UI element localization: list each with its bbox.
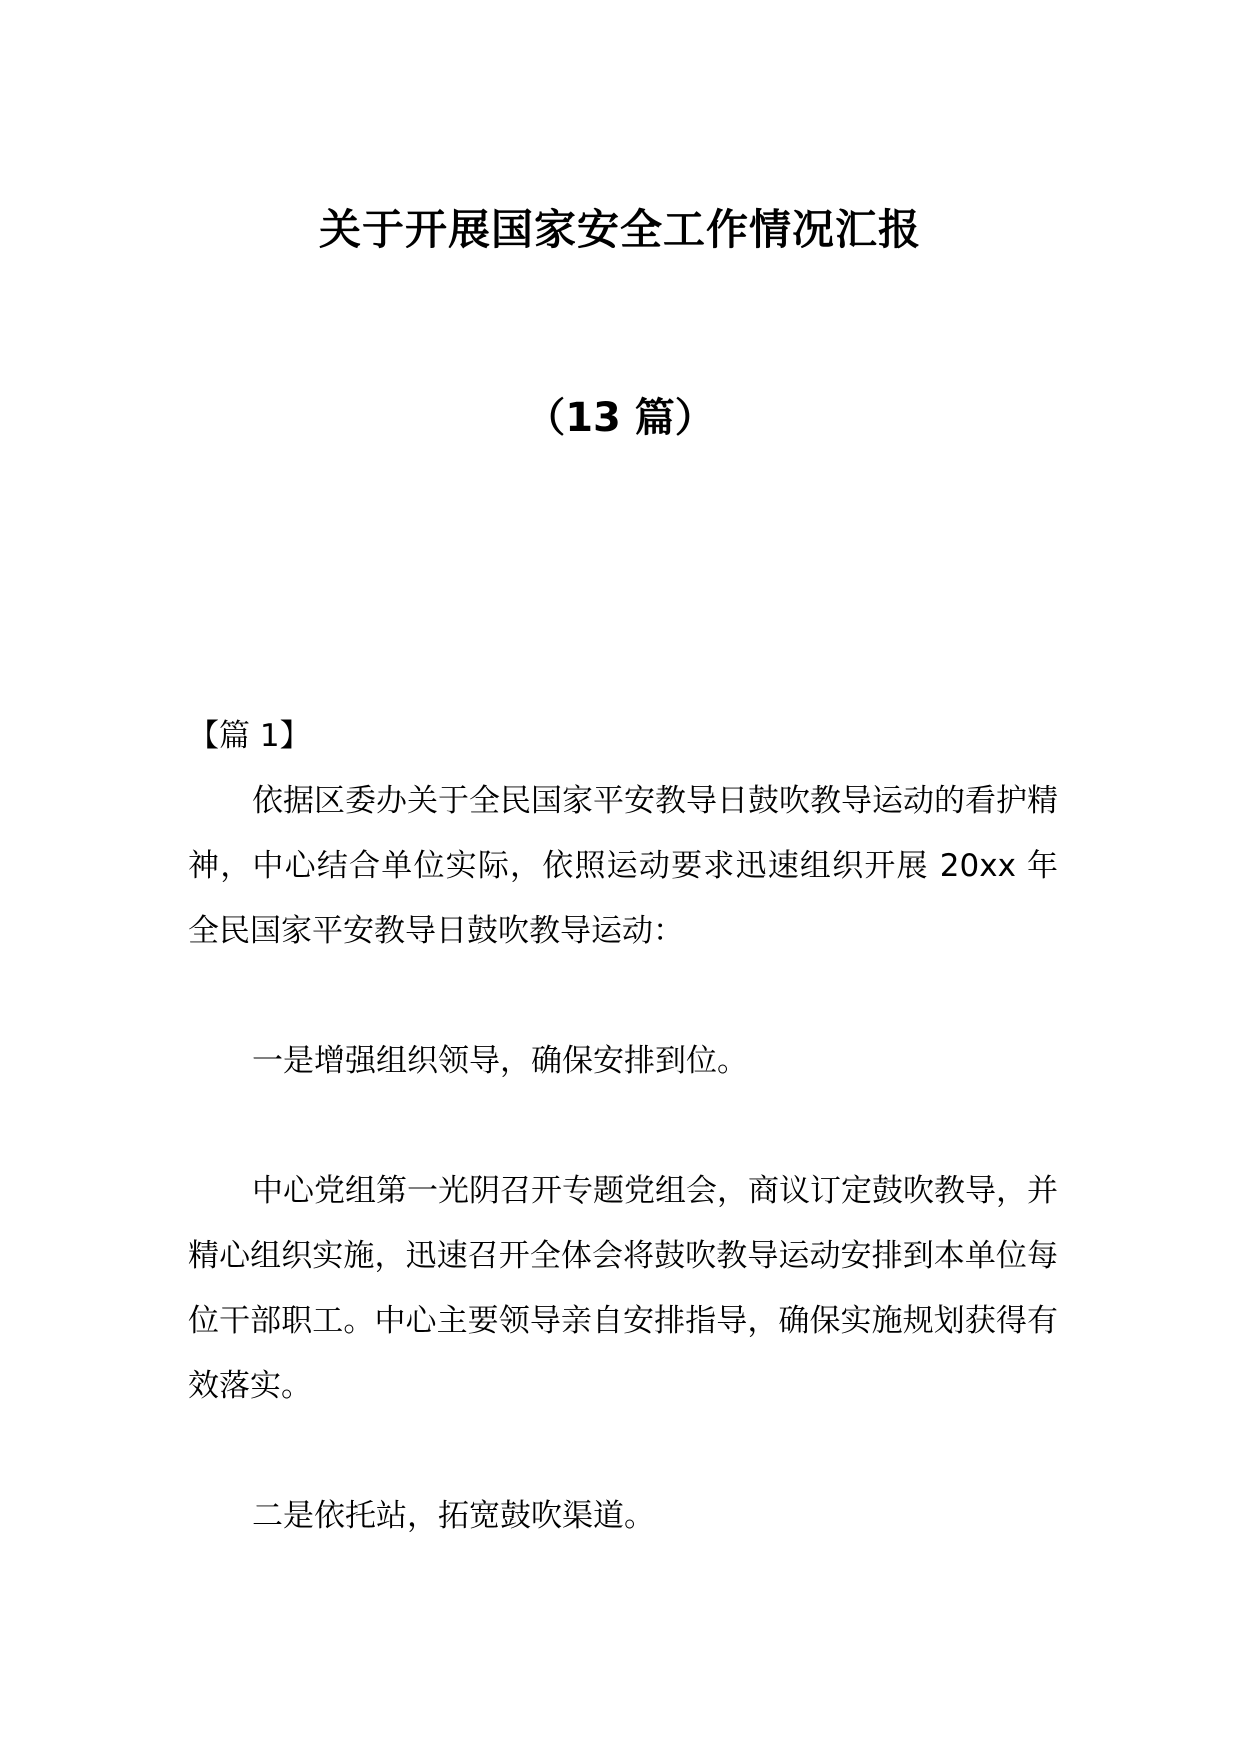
paragraph-point-two: 二是依托站，拓宽鼓吹渠道。	[252, 1498, 655, 1534]
document-title: 关于开展国家安全工作情况汇报	[318, 205, 921, 254]
paragraph-spacer	[188, 1094, 1058, 1159]
paragraph-point-one: 一是增强组织领导，确保安排到位。	[252, 1043, 748, 1079]
document-subtitle: （13 篇）	[525, 395, 715, 441]
document-body	[188, 704, 1058, 1549]
paragraph-intro: 依据区委办关于全民国家平安教导日鼓吹教导运动的看护精神，中心结合单位实际，依照运动要求迅速组织开展 20xx 年全民国家平安教导日鼓吹教导运动：	[188, 783, 1058, 949]
paragraph-spacer	[188, 964, 1058, 1029]
paragraph-spacer	[188, 1419, 1058, 1484]
paragraph-point-one-detail: 中心党组第一光阴召开专题党组会，商议订定鼓吹教导，并精心组织实施，迅速召开全体会将鼓吹教导运动安排到本单位每位干部职工。中心主要领导亲自安排指导，确保实施规划获得有效落实。	[188, 1173, 1058, 1404]
section-label: 【篇 1】	[188, 718, 311, 754]
